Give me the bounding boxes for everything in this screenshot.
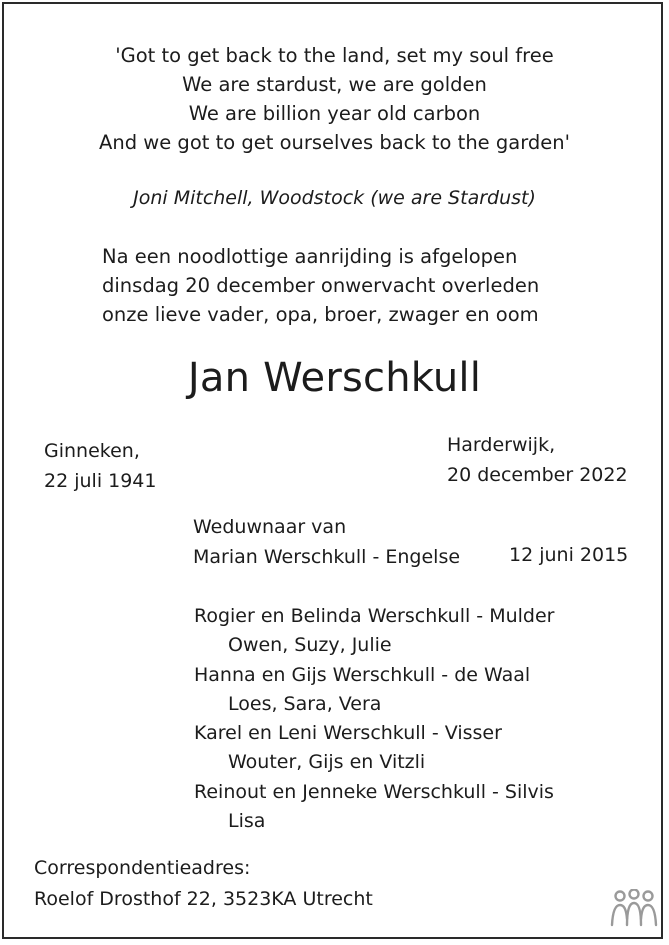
family-children: Lisa [228,810,266,833]
quote-line: And we got to get ourselves back to the garden' [99,131,570,154]
death-date: 20 december 2022 [447,464,628,486]
family-children: Owen, Suzy, Julie [228,634,392,657]
birth-place: Ginneken, [44,440,140,462]
intro-line: Na een noodlottige aanrijding is afgelopen [102,245,518,268]
family-parents: Reinout en Jenneke Werschkull - Silvis [194,780,554,803]
quote-line: We are billion year old carbon [188,102,481,125]
family-list [194,602,554,836]
widower-info [193,512,460,572]
death-place: Harderwijk, [447,434,556,456]
people-group-icon [608,889,660,929]
death-info [447,430,628,490]
correspondence-label: Correspondentieadres: [34,857,251,879]
quote-line: We are stardust, we are golden [182,73,487,96]
family-parents: Hanna en Gijs Werschkull - de Waal [194,663,531,686]
correspondence [34,853,373,915]
family-parents: Rogier en Belinda Werschkull - Mulder [194,605,555,627]
quote-block [0,41,669,157]
birth-info [44,436,157,496]
deceased-name: Jan Werschkull [187,355,482,401]
intro-line: onze lieve vader, opa, broer, zwager en oom [102,303,539,326]
quote-attribution: Joni Mitchell, Woodstock (we are Stardust) [133,187,536,209]
quote-line: 'Got to get back to the land, set my soul free [115,44,554,67]
family-children: Loes, Sara, Vera [228,692,382,715]
birth-date: 22 juli 1941 [44,470,157,492]
intro-line: dinsdag 20 december onwervacht overleden [102,274,540,297]
spouse-death-date: 12 juni 2015 [509,544,629,566]
widower-label: Weduwnaar van [193,516,347,538]
family-parents: Karel en Leni Werschkull - Visser [194,722,502,745]
intro-text [102,242,539,329]
spouse-name: Marian Werschkull - Engelse [193,546,461,568]
correspondence-address: Roelof Drosthof 22, 3523KA Utrecht [34,888,373,910]
family-children: Wouter, Gijs en Vitzli [228,751,426,774]
